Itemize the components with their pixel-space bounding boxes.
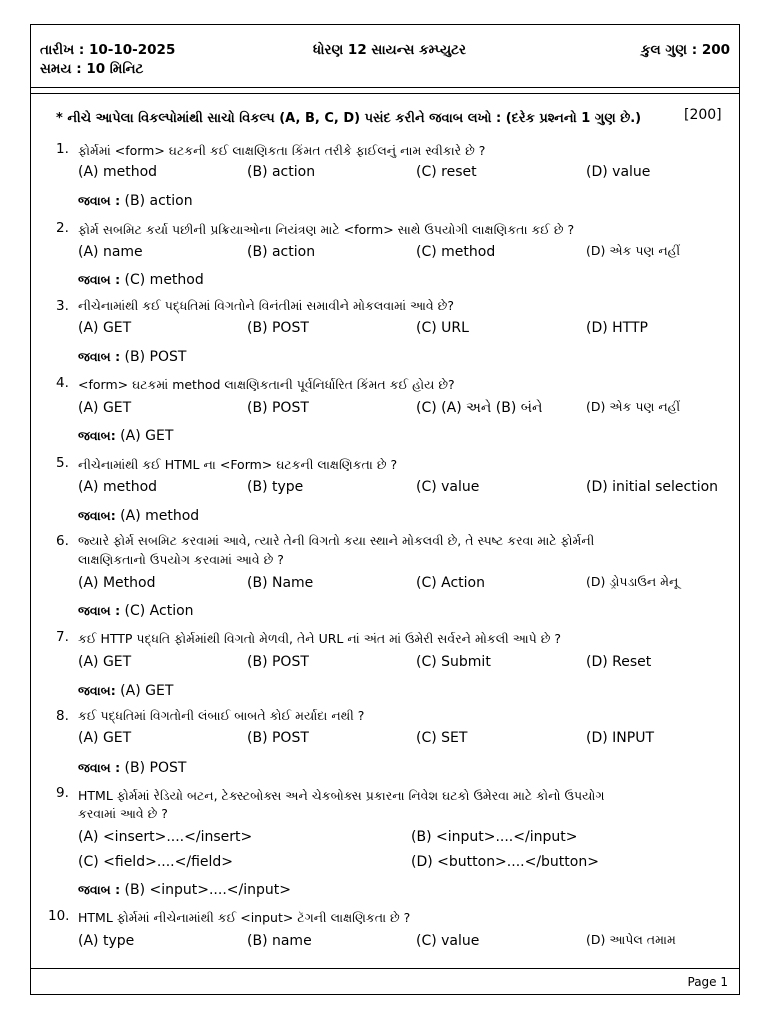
answer-line <box>78 603 194 619</box>
instruction-marks: [200] <box>684 107 722 123</box>
answer-label: જવાબ: <box>78 683 116 698</box>
answer-line <box>78 428 173 444</box>
option-a: (A) Method <box>78 575 156 591</box>
option-b: (B) POST <box>247 654 309 670</box>
answer-line <box>78 193 193 209</box>
question-number: 9. <box>56 785 69 801</box>
total-marks: કુલ ગુણ : 200 <box>640 42 730 58</box>
option-c: (C) URL <box>416 320 469 336</box>
header-divider-2 <box>30 93 740 94</box>
answer-value: (B) <input>....</input> <box>120 882 291 898</box>
answer-line <box>78 349 186 365</box>
option-c: (C) value <box>416 479 480 495</box>
question-text: ફોર્મ સબમિટ કર્યા પછીની પ્રક્રિયાઓના નિયંત્રણ માટે <form> સાથે ઉપયોગી લાક્ષણિકતા કઈ છે ? <box>78 222 575 237</box>
answer-line <box>78 508 199 524</box>
option-b: (B) name <box>247 933 312 949</box>
option-b: (B) action <box>247 164 316 180</box>
question-number: 5. <box>56 455 69 471</box>
option-d: (D) એક પણ નહીં <box>586 399 681 414</box>
option-d: (D) ડ્રોપડાઉન મેનૂ <box>586 574 679 589</box>
question-text: HTML ફોર્મમાં નીચેનામાંથી કઈ <input> ટૅગની લાક્ષણિકતા છે ? <box>78 910 411 925</box>
instruction-text: * નીચે આપેલા વિકલ્પોમાંથી સાચો વિકલ્પ (A, B, C, D) પસંદ કરીને જવાબ લખો : (દરેક પ્રશ્નનો 1 ગુણ છે.) <box>56 111 642 126</box>
question-number: 7. <box>56 629 69 645</box>
answer-value: (B) POST <box>120 760 187 776</box>
option-d: (D) INPUT <box>586 730 654 746</box>
question-text: નીચેનામાંથી કઈ પદ્ધતિમાં વિગતોને વિનંતીમાં સમાવીને મોકલવામાં આવે છે? <box>78 298 454 313</box>
option-a: (A) GET <box>78 320 132 336</box>
option-b: (B) type <box>247 479 304 495</box>
answer-label: જવાબ: <box>78 428 116 443</box>
header-divider-1 <box>30 87 740 88</box>
option-d: (D) HTTP <box>586 320 648 336</box>
question-text: કઈ HTTP પદ્ધતિ ફોર્મમાંથી વિગતો મેળવી, તેને URL નાં અંત માં ઉમેરી સર્વરને મોકલી આપે છે ? <box>78 631 561 646</box>
answer-label: જવાબ : <box>78 760 121 775</box>
answer-value: (C) method <box>120 272 204 288</box>
option-c: (C) Submit <box>416 654 491 670</box>
answer-value: (A) GET <box>115 683 174 699</box>
option-a: (A) method <box>78 479 158 495</box>
option-d: (D) initial selection <box>586 479 719 495</box>
question-text: કઈ પદ્ધતિમાં વિગતોની લંબાઈ બાબતે કોઈ મર્યાદા નથી ? <box>78 708 365 723</box>
option-b: (B) action <box>247 244 316 260</box>
answer-label: જવાબ : <box>78 882 121 897</box>
answer-label: જવાબ : <box>78 603 121 618</box>
answer-value: (A) method <box>115 508 200 524</box>
footer-divider <box>30 968 740 969</box>
option-c: (C) Action <box>416 575 485 591</box>
answer-line <box>78 882 291 898</box>
answer-label: જવાબ : <box>78 349 121 364</box>
option-a: (A) <insert>....</insert> <box>78 829 253 845</box>
option-a: (A) method <box>78 164 158 180</box>
option-b: (B) <input>....</input> <box>411 829 578 845</box>
option-c: (C) (A) અને (B) બંને <box>416 400 543 416</box>
exam-time: સમય : 10 મિનિટ <box>40 61 144 77</box>
question-number: 4. <box>56 375 69 391</box>
question-text-line-2: કરવામાં આવે છે ? <box>78 806 168 821</box>
option-d: (D) એક પણ નહીં <box>586 243 681 258</box>
page-number: Page 1 <box>687 975 728 989</box>
option-b: (B) POST <box>247 400 309 416</box>
answer-value: (B) POST <box>120 349 187 365</box>
option-a: (A) type <box>78 933 135 949</box>
option-b: (B) Name <box>247 575 314 591</box>
option-c: (C) value <box>416 933 480 949</box>
answer-value: (C) Action <box>120 603 194 619</box>
question-number: 2. <box>56 220 69 236</box>
answer-line <box>78 683 173 699</box>
question-number: 3. <box>56 298 69 314</box>
answer-label: જવાબ : <box>78 272 121 287</box>
exam-title: ધોરણ 12 સાયન્સ કમ્પ્યુટર <box>313 42 466 58</box>
question-number: 1. <box>56 141 69 157</box>
answer-value: (B) action <box>120 193 193 209</box>
option-d: (D) Reset <box>586 654 652 670</box>
answer-line <box>78 760 186 776</box>
question-number: 10. <box>48 908 70 924</box>
question-text: નીચેનામાંથી કઈ HTML ના <Form> ઘટકની લાક્ષણિકતા છે ? <box>78 457 398 472</box>
question-text-line-2: લાક્ષણિકતાનો ઉપયોગ કરવામાં આવે છે ? <box>78 552 284 567</box>
answer-value: (A) GET <box>115 428 174 444</box>
option-d: (D) <button>....</button> <box>411 854 599 870</box>
option-a: (A) GET <box>78 654 132 670</box>
option-b: (B) POST <box>247 320 309 336</box>
question-text: HTML ફોર્મમાં રેડિયો બટન, ટેક્સ્ટબોક્સ અને ચેકબોક્સ પ્રકારના નિવેશ ઘટકો ઉમેરવા માટે કોનો ઉપયોગ <box>78 788 605 803</box>
option-c: (C) reset <box>416 164 477 180</box>
question-number: 6. <box>56 533 69 549</box>
option-c: (C) <field>....</field> <box>78 854 234 870</box>
option-a: (A) name <box>78 244 143 260</box>
option-b: (B) POST <box>247 730 309 746</box>
option-d: (D) આપેલ તમામ <box>586 932 676 947</box>
option-c: (C) SET <box>416 730 468 746</box>
answer-line <box>78 272 204 288</box>
answer-label: જવાબ : <box>78 193 121 208</box>
answer-label: જવાબ: <box>78 508 116 523</box>
option-a: (A) GET <box>78 400 132 416</box>
option-a: (A) GET <box>78 730 132 746</box>
question-text: ફોર્મમાં <form> ઘટકની કઈ લાક્ષણિકતા કિંમત તરીકે ફાઈલનું નામ સ્વીકારે છે ? <box>78 143 486 158</box>
question-text: <form> ઘટકમાં method લાક્ષણિકતાની પૂર્વનિર્ધારિત કિંમત કઈ હોય છે? <box>78 377 455 392</box>
question-text: જ્યારે ફોર્મ સબમિટ કરવામાં આવે, ત્યારે તેની વિગતો કયા સ્થાને મોકલવી છે, તે સ્પષ્ટ કરવા માટે ફોર્મની <box>78 533 595 548</box>
option-c: (C) method <box>416 244 496 260</box>
exam-date: તારીખ : 10-10-2025 <box>40 42 176 58</box>
question-number: 8. <box>56 708 69 724</box>
option-d: (D) value <box>586 164 651 180</box>
